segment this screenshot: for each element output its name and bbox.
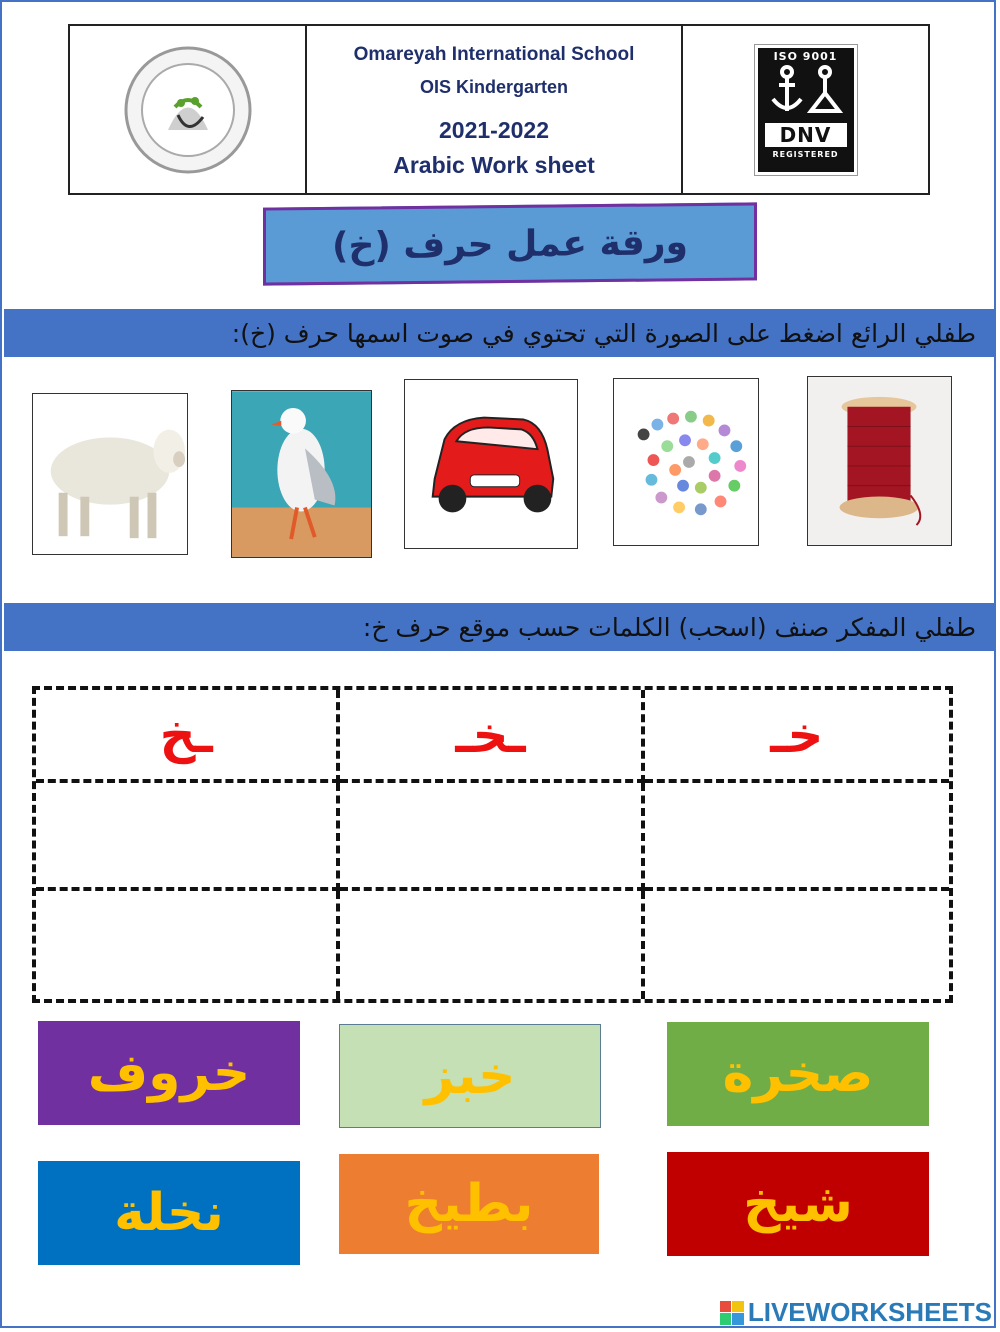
drop-zone-start-1[interactable]	[645, 783, 949, 891]
registered-label: REGISTERED	[772, 149, 839, 159]
drop-zone-end-1[interactable]	[36, 783, 340, 891]
school-logo	[70, 26, 307, 193]
dnv-label: DNV	[765, 123, 847, 147]
school-seal-icon	[123, 45, 253, 175]
certification-cell	[683, 26, 928, 193]
word-text: صخرة	[722, 1044, 874, 1104]
school-info	[307, 26, 683, 193]
thread-spool-image[interactable]	[807, 376, 952, 546]
drop-zone-middle-2[interactable]	[340, 891, 644, 999]
iso-label: ISO 9001	[773, 49, 838, 63]
header-middle-position	[340, 690, 644, 783]
instruction-1-text: طفلي الرائع اضغط على الصورة التي تحتوي في صوت اسمها حرف (خ):	[231, 318, 976, 348]
school-name: Omareyah International School	[353, 43, 635, 65]
sorting-grid	[32, 686, 953, 1003]
letter-start-form: خـ	[770, 705, 824, 764]
car-image[interactable]	[404, 379, 578, 549]
iso-badge	[755, 45, 857, 175]
word-text: نخلة	[114, 1183, 224, 1243]
school-year: 2021-2022	[439, 116, 549, 143]
word-tile[interactable]	[339, 1154, 599, 1254]
liveworksheets-logo-icon	[720, 1301, 744, 1325]
word-text: شيخ	[743, 1174, 853, 1234]
worksheet-title-banner	[263, 202, 757, 285]
word-text: خبز	[424, 1046, 516, 1106]
worksheet-title: ورقة عمل حرف (خ)	[332, 221, 688, 267]
seagull-image[interactable]	[231, 390, 372, 558]
instruction-2-text: طفلي المفكر صنف (اسحب) الكلمات حسب موقع حرف خ:	[362, 612, 976, 642]
word-tile[interactable]	[38, 1021, 300, 1125]
drop-zone-start-2[interactable]	[645, 891, 949, 999]
word-text: بطيخ	[404, 1174, 534, 1234]
sheet-type: Arabic Work sheet	[393, 151, 595, 178]
brand-text: LIVEWORKSHEETS	[747, 1297, 992, 1327]
word-tile[interactable]	[667, 1022, 929, 1126]
word-tile[interactable]	[339, 1024, 601, 1128]
kindergarten-name: OIS Kindergarten	[419, 76, 569, 97]
header-end-position	[36, 690, 340, 783]
letter-end-form: ـخ	[159, 705, 213, 764]
word-tile[interactable]	[38, 1161, 300, 1265]
drop-zone-end-2[interactable]	[36, 891, 340, 999]
beads-image[interactable]	[613, 378, 759, 546]
instruction-bar-1	[4, 309, 996, 357]
word-tile[interactable]	[667, 1152, 929, 1256]
sheep-image[interactable]	[32, 393, 188, 555]
header-table	[68, 24, 930, 195]
letter-middle-form: ـخـ	[455, 705, 526, 764]
drop-zone-middle-1[interactable]	[340, 783, 644, 891]
word-text: خروف	[87, 1043, 251, 1103]
header-start-position	[645, 690, 949, 783]
liveworksheets-brand	[720, 1297, 992, 1328]
anchor-icon	[765, 63, 847, 119]
instruction-bar-2	[4, 603, 996, 651]
